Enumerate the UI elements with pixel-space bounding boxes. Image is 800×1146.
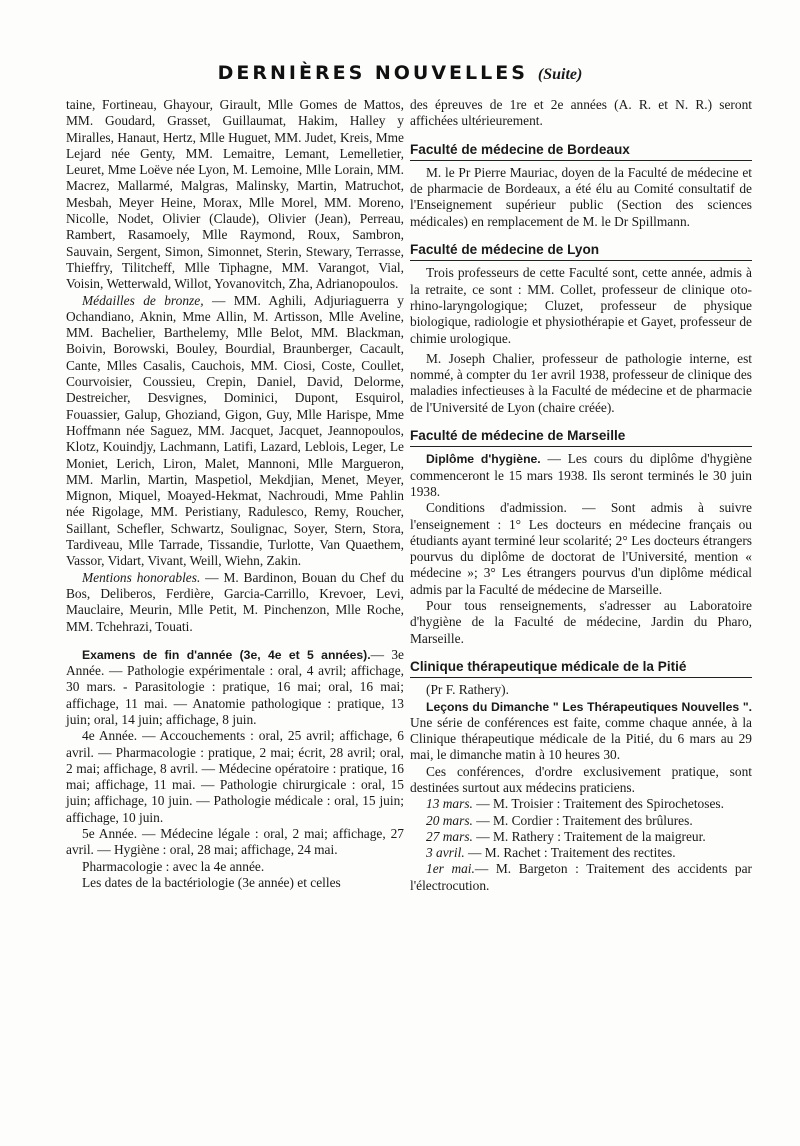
lecture-text: — M. Cordier : Traitement des brûlures.: [472, 812, 693, 828]
marseille-diploma-text: — Les cours du diplôme d'hygiène commenceront le 15 mars 1938. Ils seront terminés le 30 juin 1938.: [410, 451, 752, 499]
bordeaux-text: M. le Pr Pierre Mauriac, doyen de la Faculté de médecine et de pharmacie de Bordeaux, a été élu au Comité consultatif de l'Enseignement supérieur public (Section des sciences médicales) en remplacement de M. le Dr Spillmann.: [410, 164, 752, 229]
right-column: [410, 97, 752, 894]
left-column: [66, 97, 404, 891]
honorable-mentions-text: — M. Bardinon, Bouan du Chef du Bos, Deliberos, Ferdière, Garcia-Carrillo, Krevoer, Levi, Mauclaire, Meurin, Mlle Petit, M. Pinchenzon, Mlle Roche, MM. Tchehrazi, Touati.: [66, 569, 404, 634]
lecture-text: — M. Rathery : Traitement de la maigreur.: [472, 828, 706, 844]
lecture-text: — M. Rachet : Traitement des rectites.: [464, 845, 676, 861]
lecture-date: 27 mars.: [426, 828, 473, 844]
page-title-suite: (Suite): [537, 66, 583, 83]
section-heading-bordeaux: Faculté de médecine de Bordeaux: [410, 142, 752, 161]
lyon-text-2: M. Joseph Chalier, professeur de pathologie interne, est nommé, à compter du 1er avril 1938, professeur de clinique des maladies infectieuses à la Faculté de médecine et de pharmacie de l'Université de Lyon (chaire créée).: [410, 350, 752, 415]
marseille-diploma-label: Diplôme d'hygiène.: [426, 452, 541, 467]
bronze-medals-text: — MM. Aghili, Adjuriaguerra y Ochandiano, Aknin, Mme Allin, M. Artisson, Mlle Aveline, MM. Bachelier, Barthelemy, Mlle Belot, MM. Blackman, Boivin, Borowski, Bouley, Bourdial, Braunberger, Cacault, Cante, Mlles Casalis, Cauchois, MM. Ciosi, Coste, Coullet, Courvoisier, Coussieu, Crepin, Daniel, David, Delorme, Destreicher, Desvignes, Dominici, Dupont, Esquirol, Fouassier, Galup, Ghoziand, Gigon, Guy, Mlle Harispe, Mme Hoffmann née Saguez, MM. Jacquet, Jacquet, Jeannopoulos, Klotz, Kouindjy, Lachmann, Latifi, Lazard, Leblois, Leger, Le Moniet, Lerich, Liron, Malet, Mannoni, Mlle Margueron, MM. Marlin, Martin, Maspetiol, Mekdjian, Menet, Meyer, Mignon, Miquel, Moayed-Hekmat, Nachroudi, Mme Pahlin née Rigolage, MM. Peristiany, Radulesco, Remy, Roucher, Saillant, Schefler, Schwartz, Soulignac, Soyer, Stern, Stora, Tardiveau, Mlle Tarrade, Tissandie, Turlotte, Van Quaethem, Vassor, Vidart, Vivant, Weill, Wiehn, Zakin.: [66, 292, 404, 569]
lecture-item: [410, 861, 752, 894]
lecture-text: — M. Troisier : Traitement des Spirochetoses.: [472, 796, 724, 812]
section-heading-pitie: Clinique thérapeutique médicale de la Pitié: [410, 659, 752, 678]
lecture-date: 20 mars.: [426, 812, 473, 828]
exams-label: Examens de fin d'année (3e, 4e et 5 années).: [82, 647, 371, 662]
honorable-mentions-label: Mentions honorables.: [82, 569, 201, 585]
lecture-item: [410, 845, 752, 861]
lecture-date: 3 avril.: [426, 845, 465, 861]
laureates-list: taine, Fortineau, Ghayour, Girault, Mlle Gomes de Mattos, MM. Goudard, Grasset, Guillaumat, Hakim, Halley y Miralles, Hanaut, Hertz, Mlle Huguet, MM. Judet, Kreis, Mme Lejard née Genty, MM. Lemaitre, Lemant, Lemelletier, Leuret, Mme Loëve née Lyon, M. Lemoine, Mlle Lorain, MM. Macrez, Mallarmé, Malgras, Malinsky, Martin, Matruchot, Mesbah, Meyer Heine, Morax, Mlle Morel, MM. Moreno, Nicolle, Nodet, Olivier (Claude), Olivier (Jean), Perreau, Rambert, Rasamoely, Mlle Raymond, Roux, Sambron, Sauvain, Sergent, Simon, Simonnet, Sterin, Stewary, Terrasse, Thieffry, Tilitcheff, Mlle Tiphagne, MM. Varangot, Vial, Voisin, Wetterwald, Willot, Yovanovitch, Zha, Adrianopoulos.: [66, 97, 404, 292]
fourth-year: 4e Année. — Accouchements : oral, 25 avril; affichage, 6 avril. — Pharmacologie : pratique, 2 mai; écrit, 28 avril; oral, 2 mai; affichage, 8 avril. — Médecine opératoire : pratique, 16 mai; affichage, 11 mai. — Pathologie chirurgicale : oral, 15 juin; affichage, 10 juin. — Pathologie médicale : oral, 15 juin; affichage, 10 juin.: [66, 728, 404, 825]
page-title: DERNIÈRES NOUVELLES: [217, 62, 528, 84]
marseille-conditions: Conditions d'admission. — Sont admis à suivre l'enseignement : 1° Les docteurs en médecine français ou étudiants ayant terminé leur scolarité; 2° Les docteurs étrangers pourvus du diplôme de doctorat de l'Université, mention « médecine »; 3° Les étrangers pourvus d'un diplôme médical admis par la Faculté de médecine de Marseille.: [410, 500, 752, 597]
section-heading-lyon: Faculté de médecine de Lyon: [410, 242, 752, 261]
pitie-audience: Ces conférences, d'ordre exclusivement pratique, sont destinées surtout aux médecins praticiens.: [410, 763, 752, 795]
lecture-item: [410, 829, 752, 845]
bronze-medals-label: Médailles de bronze,: [82, 292, 204, 308]
pitie-lessons-label: Leçons du Dimanche " Les Thérapeutiques Nouvelles ".: [426, 699, 752, 714]
lecture-item: [410, 796, 752, 812]
pitie-professor: (Pr F. Rathery).: [426, 682, 509, 698]
page-header: [0, 62, 800, 84]
exams-paragraph: [66, 647, 404, 728]
lecture-item: [410, 813, 752, 829]
lyon-text-1: Trois professeurs de cette Faculté sont, cette année, admis à la retraite, ce sont : MM. Collet, professeur de clinique oto-rhino-laryngologique; Cluzet, professeur de physique biologique, radiologie et physiothérapie et Gayet, professeur de chimie urologique.: [410, 265, 752, 346]
pitie-lessons: [410, 699, 752, 764]
lecture-date: 13 mars.: [426, 796, 473, 812]
continued-text: des épreuves de 1re et 2e années (A. R. et N. R.) seront affichées ultérieurement.: [410, 97, 752, 129]
fifth-year: 5e Année. — Médecine légale : oral, 2 mai; affichage, 27 avril. — Hygiène : oral, 28 mai; affichage, 24 mai.: [66, 826, 404, 858]
marseille-diploma: [410, 451, 752, 500]
exams-text: — 3e Année. — Pathologie expérimentale : oral, 4 avril; affichage, 30 mars. - Parasitologie : pratique, 16 mai; oral, 16 mai; affichage, 11 mai. — Anatomie pathologique : pratique, 13 juin; oral, 14 juin; affichage, 8 juin.: [66, 646, 404, 727]
honorable-mentions: [66, 570, 404, 635]
pitie-lessons-text: Une série de conférences est faite, comme chaque année, à la Clinique thérapeutique médicale de la Pitié, du 6 mars au 29 mai, le dimanche matin à 10 heures 30.: [410, 714, 752, 763]
marseille-info: Pour tous renseignements, s'adresser au Laboratoire d'hygiène de la Faculté de médecine, Jardin du Pharo, Marseille.: [410, 598, 752, 646]
bronze-medals: [66, 293, 404, 570]
pharmacology-note: Pharmacologie : avec la 4e année.: [82, 858, 265, 874]
lecture-text: — M. Bargeton : Traitement des accidents par l'électrocution.: [410, 861, 752, 893]
section-heading-marseille: Faculté de médecine de Marseille: [410, 428, 752, 447]
lecture-date: 1er mai.: [426, 861, 475, 877]
bacteriology-note: Les dates de la bactériologie (3e année) et celles: [82, 874, 341, 890]
